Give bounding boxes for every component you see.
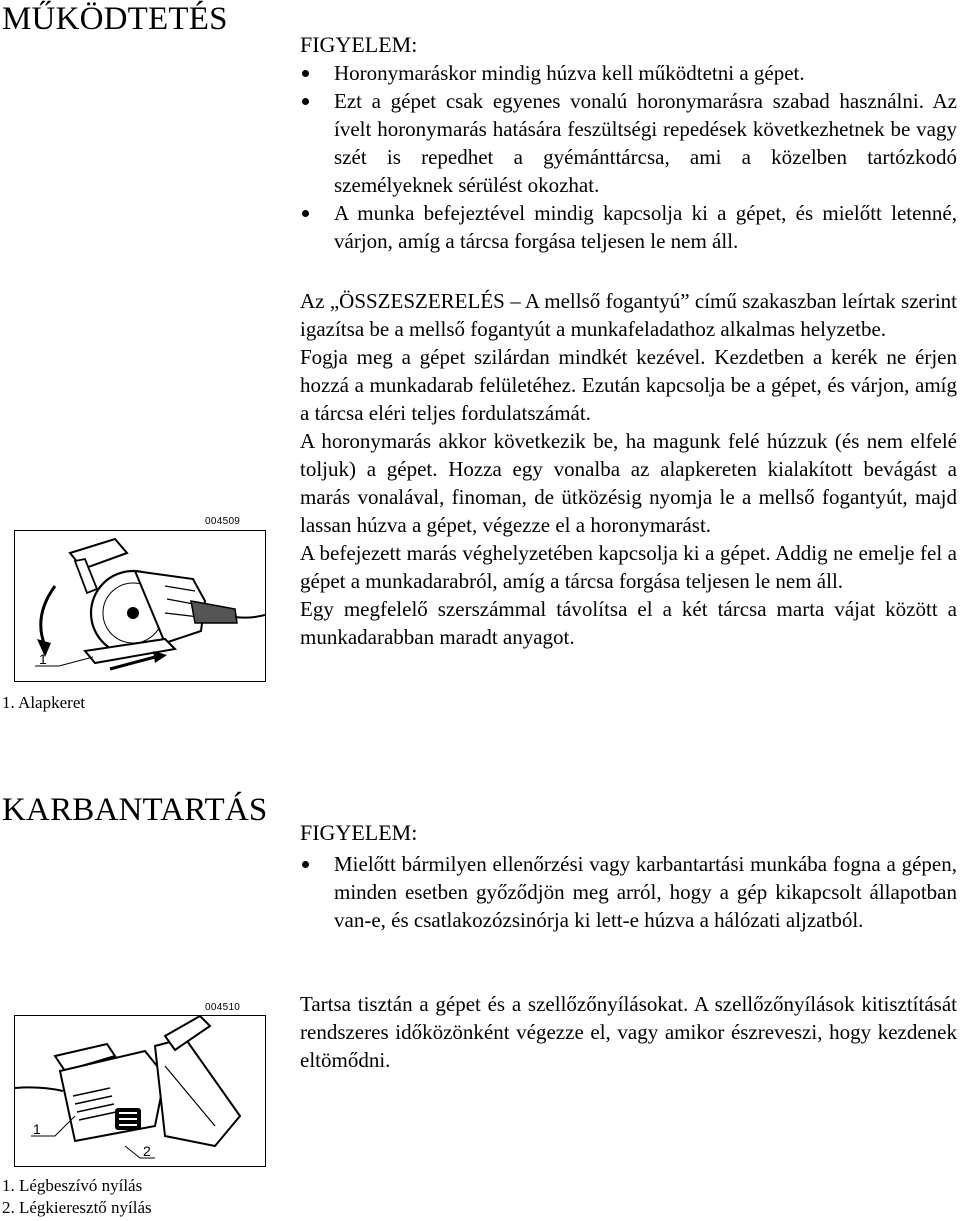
maintenance-warning-heading: FIGYELEM: xyxy=(300,820,418,845)
instruction-paragraph: Az „ÖSSZESZERELÉS – A mellső fogantyú” című szakaszban leírtak szerint igazítsa be a mellső fogantyút a munkafeladathoz alkalmas helyzetbe. xyxy=(300,289,957,341)
maintenance-warning-list xyxy=(300,850,957,934)
instruction-paragraph: A befejezett marás véghelyzetében kapcsolja ki a gépet. Addig ne emelje fel a gépet a munkadarabról, amíg a tárcsa forgása teljesen le nem áll. xyxy=(300,541,957,593)
instruction-paragraph: A horonymarás akkor következik be, ha magunk felé húzzuk (és nem elfelé toljuk) a gépet. Hozza egy vonalba az alapkereten kialakított bevágást a marás vonalával, finoman, de ütközésig nyomja le a mellső fogantyút, majd lassan húzva a gépet, végezze el a horonymarást. xyxy=(300,429,957,537)
figure-callout: 2 xyxy=(143,1143,151,1159)
operation-warning-item: Ezt a gépet csak egyenes vonalú horonymarásra szabad használni. Az ívelt horonymarás hatására feszültségi repedések következhetnek be vagy szét is repedhet a gyémánttárcsa, ami a közelben tartózkodó személyeknek sérülést okozhat. xyxy=(300,87,957,199)
figure-callout: 1 xyxy=(39,651,47,667)
operation-title: MŰKÖDTETÉS xyxy=(2,1,228,37)
operation-instructions xyxy=(300,287,957,651)
operation-warning-list xyxy=(300,59,957,255)
instruction-paragraph: Egy megfelelő szerszámmal távolítsa el a két tárcsa marta vájat között a munkadarabban maradt anyagot. xyxy=(300,597,957,649)
maintenance-warning-item: Mielőtt bármilyen ellenőrzési vagy karbantartási munkába fogna a gépen, minden esetben győződjön meg arról, hogy a gép kikapcsolt állapotban van-e, és csatlakozózsinórja ki lett-e húzva a hálózati aljzatból. xyxy=(300,850,957,934)
maintenance-instructions xyxy=(300,990,957,1074)
figure-code-label: 004509 xyxy=(205,516,241,527)
maintenance-paragraph: Tartsa tisztán a gépet és a szellőzőnyílásokat. A szellőzőnyílások kitisztítását rendszeres időközönként végezze el, vagy amikor észreveszi, hogy kezdenek eltömődni. xyxy=(300,992,957,1072)
figure-code-label: 004510 xyxy=(205,1002,241,1013)
operation-warning-item: Horonymaráskor mindig húzva kell működtetni a gépet. xyxy=(300,59,957,87)
operation-warning-item: A munka befejeztével mindig kapcsolja ki a gépet, és mielőtt letenné, várjon, amíg a tárcsa forgása teljesen le nem áll. xyxy=(300,199,957,255)
figure-callout: 1 xyxy=(33,1121,41,1137)
vents-caption-exhaust: 2. Légkieresztő nyílás xyxy=(2,1198,152,1217)
vents-caption-intake: 1. Légbeszívó nyílás xyxy=(2,1176,143,1195)
instruction-paragraph: Fogja meg a gépet szilárdan mindkét kezével. Kezdetben a kerék ne érjen hozzá a munkadarab felületéhez. Ezután kapcsolja be a gépet, és várjon, amíg a tárcsa eléri teljes fordulatszámát. xyxy=(300,345,957,425)
maintenance-title: KARBANTARTÁS xyxy=(2,792,268,828)
operation-warning-heading: FIGYELEM: xyxy=(300,32,418,57)
vents-figure xyxy=(14,1015,266,1167)
base-frame-figure xyxy=(14,530,266,682)
base-frame-caption: 1. Alapkeret xyxy=(2,693,86,712)
groove-cutter-illustration xyxy=(15,531,265,681)
vents-illustration xyxy=(15,1016,265,1166)
